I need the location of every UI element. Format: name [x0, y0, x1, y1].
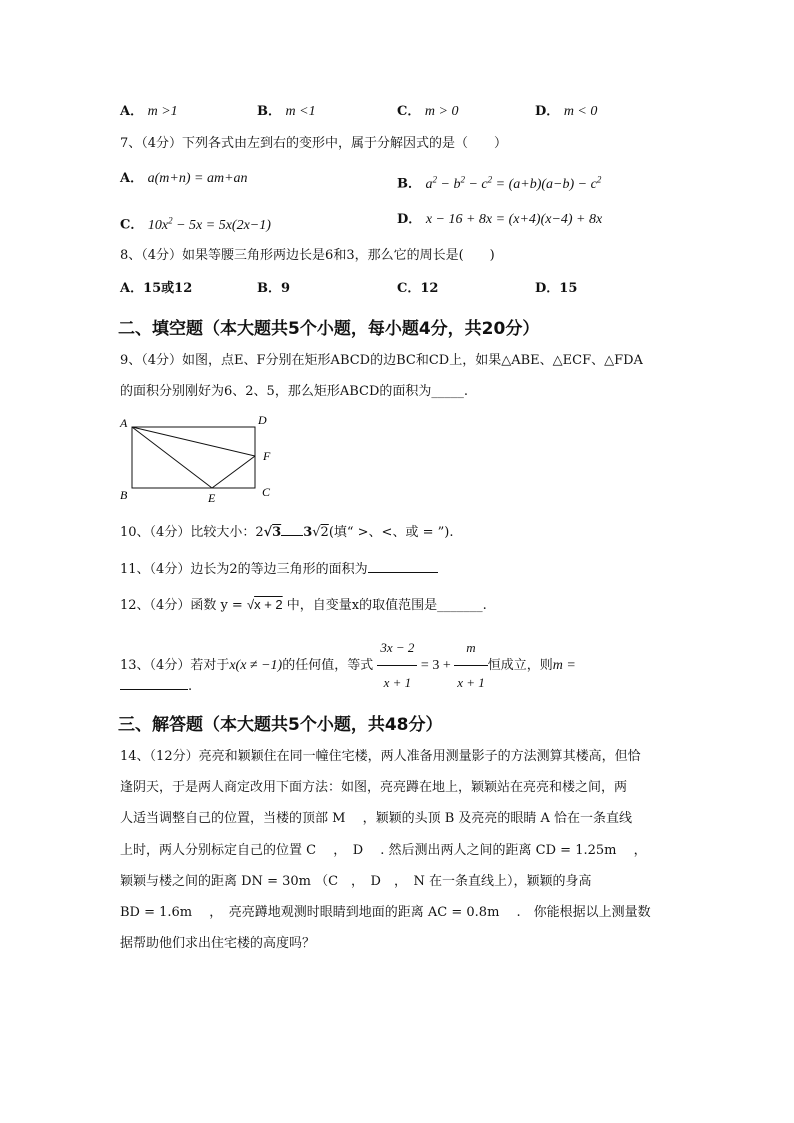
q14-line-4: 上时，两人分别标定自己的位置 C ， D . 然后测出两人之间的距离 CD = 1.25m ，: [120, 843, 647, 858]
q14-line-2: 逢阴天，于是两人商定改用下面方法：如图，亮亮蹲在地上，颖颖站在亮亮和楼之间，两: [120, 780, 628, 795]
q6-option-a: A． m >1: [120, 104, 178, 119]
q7-option-d: D． x − 16 + 8x = (x+4)(x−4) + 8x: [397, 212, 603, 227]
q7-option-a: A． a(m+n) = am+an: [120, 171, 248, 186]
q13: 13、（4分）若对于x(x ≠ −1)的任何值，等式 $\frac{3x - 2}{x + 1}$ = 3 + $\frac{m}{x + 1}$ 恒成立，则m =: [120, 631, 576, 700]
label-e: E: [208, 491, 216, 505]
label-c: C: [262, 485, 271, 499]
label-f: F: [263, 449, 271, 463]
label-a: A: [120, 416, 128, 430]
fraction-2: $\frac{m}{x + 1}$: [454, 631, 488, 700]
q14-line-6: BD = 1.6m ， 亮亮蹲地观测时眼睛到地面的距离 AC = 0.8m . 你能根据以上测量数: [120, 905, 651, 920]
section-3-title: 三、解答题（本大题共5个小题，共48分）: [118, 715, 443, 735]
q14-line-1: 14、（12分）亮亮和颖颖住在同一幢住宅楼，两人准备用测量影子的方法测算其楼高，但恰: [120, 749, 641, 764]
q10: 10、（4分）比较大小：2√3 3√2(填“ >、<、或 = ”).: [120, 525, 454, 540]
q11: 11、（4分）边长为2的等边三角形的面积为: [120, 561, 438, 579]
q8-stem: 8、（4分）如果等腰三角形两边长是6和3，那么它的周长是( ): [120, 248, 495, 263]
q14-line-5: 颖颖与楼之间的距离 DN = 30m （C ， D ， N 在一条直线上），颖颖的身高: [120, 874, 592, 889]
section-2-title: 二、填空题（本大题共5个小题，每小题4分，共20分）: [118, 319, 540, 339]
q8-option-c: C．12: [397, 281, 439, 296]
q14-line-3: 人适当调整自己的位置，当楼的顶部 M ，颖颖的头顶 B 及亮亮的眼睛 A 恰在一条直线: [120, 811, 633, 826]
rectangle-figure: [110, 410, 290, 510]
q8-option-b: B．9: [257, 281, 291, 296]
fraction-1: $\frac{3x - 2}{x + 1}$: [377, 631, 417, 700]
q8-option-d: D．15: [535, 281, 578, 296]
q9-line-1: 9、（4分）如图，点E、F分别在矩形ABCD的边BC和CD上，如果△ABE、△ECF、△FDA: [120, 353, 643, 368]
label-d: D: [258, 413, 267, 427]
label-b: B: [120, 488, 128, 502]
q7-option-c: C． $10x^2 - 5x = 5x(2x-1)$: [120, 215, 271, 233]
rectangle-abcd: [132, 427, 255, 488]
q8-option-a: A．15或12: [120, 281, 193, 296]
q6-option-c: C． m > 0: [397, 104, 459, 119]
q7-stem: 7、（4分）下列各式由左到右的变形中，属于分解因式的是（ ）: [120, 136, 508, 151]
q13-answer-blank: .: [120, 678, 192, 696]
q12: 12、（4分）函数 y = √x + 2 中，自变量x的取值范围是_______.: [120, 597, 487, 613]
q9-line-2: 的面积分别刚好为6、2、5，那么矩形ABCD的面积为_____.: [120, 384, 468, 399]
q6-option-d: D． m < 0: [535, 104, 598, 119]
segment-ef: [212, 456, 255, 488]
q14-line-7: 据帮助他们求出住宅楼的高度吗？: [120, 936, 316, 951]
q7-option-b: B． $a^2 - b^2 - c^2 = (a+b)(a-b) - c^2$: [397, 174, 602, 192]
q6-option-b: B． m <1: [257, 104, 316, 119]
